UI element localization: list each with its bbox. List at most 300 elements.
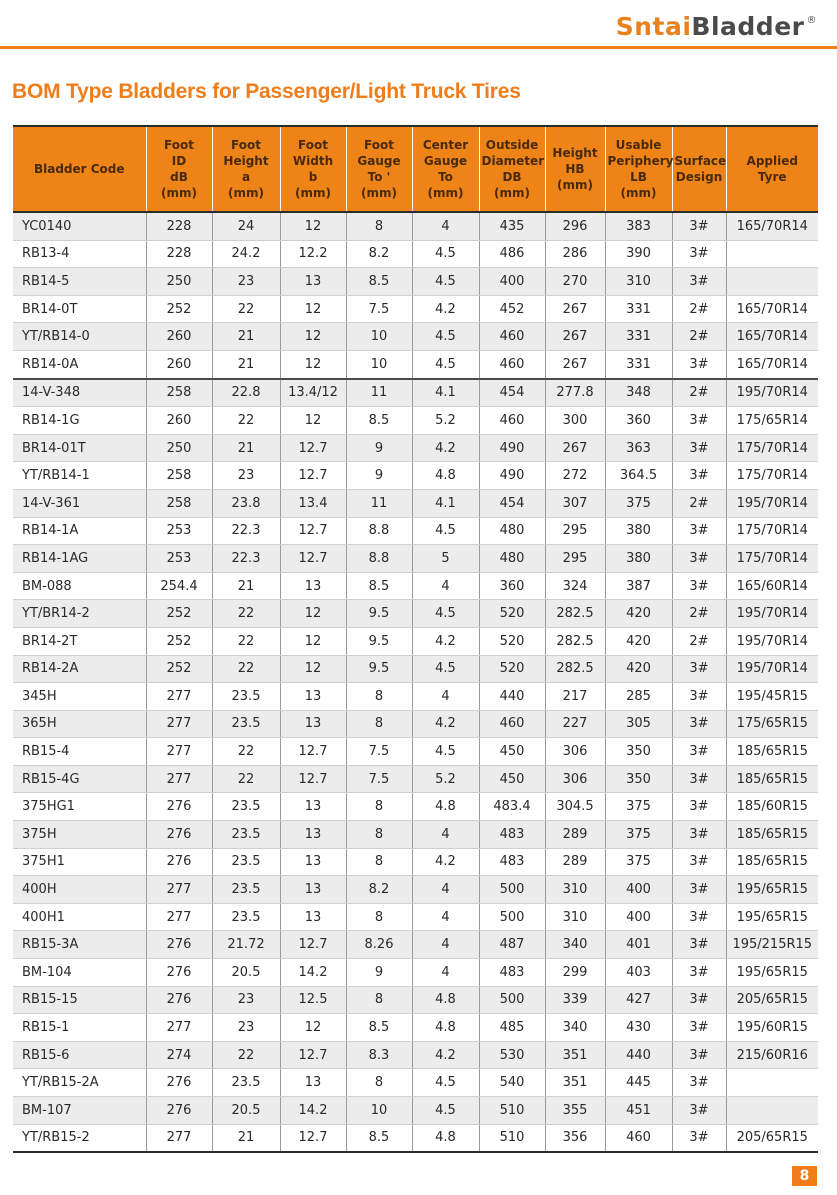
table-cell: 175/70R14 bbox=[726, 545, 818, 573]
table-cell: 276 bbox=[146, 1097, 212, 1125]
table-cell: 3# bbox=[672, 959, 726, 987]
table-cell: 12.7 bbox=[280, 1124, 346, 1152]
column-header-line: Bladder Code bbox=[33, 162, 125, 176]
bladder-code-cell: RB14-1G bbox=[13, 407, 146, 435]
table-cell: 8.2 bbox=[346, 876, 412, 904]
bladder-code-cell: 365H bbox=[13, 710, 146, 738]
table-cell: 4.2 bbox=[412, 627, 479, 655]
table-cell: 13 bbox=[280, 710, 346, 738]
table-cell: 520 bbox=[479, 627, 545, 655]
table-cell: 272 bbox=[545, 462, 605, 490]
column-header-line: Surface bbox=[674, 154, 727, 168]
table-row bbox=[13, 462, 818, 490]
table-cell: 420 bbox=[605, 655, 672, 683]
column-header-line: a bbox=[241, 170, 251, 184]
table-cell: 451 bbox=[605, 1097, 672, 1125]
table-cell: 460 bbox=[479, 350, 545, 378]
table-cell: 12.7 bbox=[280, 462, 346, 490]
table-cell: 195/70R14 bbox=[726, 627, 818, 655]
table-cell: 217 bbox=[545, 683, 605, 711]
bladder-spec-table-container bbox=[13, 125, 818, 1153]
table-cell: 195/70R14 bbox=[726, 600, 818, 628]
table-cell: 2# bbox=[672, 323, 726, 351]
table-row bbox=[13, 738, 818, 766]
column-header-line: To bbox=[438, 170, 453, 184]
table-cell: 500 bbox=[479, 986, 545, 1014]
table-cell: 3# bbox=[672, 545, 726, 573]
table-row bbox=[13, 600, 818, 628]
table-cell: 21 bbox=[212, 1124, 280, 1152]
table-cell: 10 bbox=[346, 350, 412, 378]
table-cell: 4.1 bbox=[412, 489, 479, 517]
table-cell: 8 bbox=[346, 212, 412, 240]
column-header-line: Usable bbox=[615, 138, 662, 152]
table-cell: 4 bbox=[412, 821, 479, 849]
bladder-code-cell: 375HG1 bbox=[13, 793, 146, 821]
table-cell: 12.7 bbox=[280, 738, 346, 766]
table-cell: 310 bbox=[545, 876, 605, 904]
table-cell: 5.2 bbox=[412, 765, 479, 793]
bladder-code-cell: YT/BR14-2 bbox=[13, 600, 146, 628]
table-row bbox=[13, 1124, 818, 1152]
table-cell: 195/70R14 bbox=[726, 489, 818, 517]
table-cell: 282.5 bbox=[545, 627, 605, 655]
bladder-code-cell: RB15-15 bbox=[13, 986, 146, 1014]
table-cell: 4.5 bbox=[412, 323, 479, 351]
table-cell: 5 bbox=[412, 545, 479, 573]
table-cell: 3# bbox=[672, 268, 726, 296]
table-cell: 2# bbox=[672, 379, 726, 407]
table-row bbox=[13, 323, 818, 351]
table-cell: 23.5 bbox=[212, 903, 280, 931]
table-cell: 3# bbox=[672, 407, 726, 435]
table-cell: 3# bbox=[672, 710, 726, 738]
table-cell: 3# bbox=[672, 738, 726, 766]
table-cell: 277 bbox=[146, 683, 212, 711]
table-cell: 351 bbox=[545, 1069, 605, 1097]
bladder-code-cell: YT/RB15-2A bbox=[13, 1069, 146, 1097]
table-cell: 165/70R14 bbox=[726, 350, 818, 378]
table-cell: 4.5 bbox=[412, 1097, 479, 1125]
bladder-code-cell: RB15-6 bbox=[13, 1041, 146, 1069]
column-header-line: Height bbox=[223, 154, 269, 168]
table-cell: 185/65R15 bbox=[726, 738, 818, 766]
table-cell: 22 bbox=[212, 655, 280, 683]
table-cell: 215/60R16 bbox=[726, 1041, 818, 1069]
table-cell: 267 bbox=[545, 434, 605, 462]
table-cell: 520 bbox=[479, 600, 545, 628]
table-cell: 400 bbox=[605, 903, 672, 931]
column-header-line: Gauge bbox=[357, 154, 401, 168]
table-row bbox=[13, 986, 818, 1014]
table-cell: 260 bbox=[146, 407, 212, 435]
column-header bbox=[545, 126, 605, 212]
table-cell: 486 bbox=[479, 240, 545, 268]
table-cell: 490 bbox=[479, 434, 545, 462]
table-cell: 450 bbox=[479, 738, 545, 766]
table-cell: 205/65R15 bbox=[726, 986, 818, 1014]
table-row bbox=[13, 903, 818, 931]
table-cell: 3# bbox=[672, 1014, 726, 1042]
column-header-line: (mm) bbox=[228, 186, 264, 200]
table-cell: 7.5 bbox=[346, 765, 412, 793]
table-cell: 195/65R15 bbox=[726, 959, 818, 987]
table-cell bbox=[726, 268, 818, 296]
table-cell: 277 bbox=[146, 765, 212, 793]
table-cell: 403 bbox=[605, 959, 672, 987]
table-cell: 20.5 bbox=[212, 959, 280, 987]
table-cell: 306 bbox=[545, 738, 605, 766]
table-cell: 435 bbox=[479, 212, 545, 240]
table-cell: 13 bbox=[280, 848, 346, 876]
table-cell: 252 bbox=[146, 627, 212, 655]
table-row bbox=[13, 240, 818, 268]
table-cell: 450 bbox=[479, 765, 545, 793]
table-cell: 348 bbox=[605, 379, 672, 407]
table-cell bbox=[726, 1097, 818, 1125]
table-cell: 250 bbox=[146, 434, 212, 462]
table-cell: 23.8 bbox=[212, 489, 280, 517]
table-header-row bbox=[13, 126, 818, 212]
table-cell: 4.5 bbox=[412, 350, 479, 378]
table-cell: 195/215R15 bbox=[726, 931, 818, 959]
table-cell: 21 bbox=[212, 323, 280, 351]
table-cell: 289 bbox=[545, 821, 605, 849]
table-cell: 14.2 bbox=[280, 1097, 346, 1125]
table-cell: 350 bbox=[605, 765, 672, 793]
table-cell: 267 bbox=[545, 295, 605, 323]
table-cell: 483.4 bbox=[479, 793, 545, 821]
table-cell: 8.8 bbox=[346, 545, 412, 573]
table-cell: 12.2 bbox=[280, 240, 346, 268]
table-cell: 3# bbox=[672, 1124, 726, 1152]
bladder-code-cell: BM-104 bbox=[13, 959, 146, 987]
table-cell: 485 bbox=[479, 1014, 545, 1042]
table-cell: 23.5 bbox=[212, 710, 280, 738]
table-cell: 277.8 bbox=[545, 379, 605, 407]
table-row bbox=[13, 627, 818, 655]
table-cell: 21 bbox=[212, 350, 280, 378]
table-cell: 12 bbox=[280, 1014, 346, 1042]
table-cell: 306 bbox=[545, 765, 605, 793]
bladder-code-cell: RB14-1A bbox=[13, 517, 146, 545]
table-cell: 4.2 bbox=[412, 710, 479, 738]
table-cell: 8.5 bbox=[346, 572, 412, 600]
table-cell: 363 bbox=[605, 434, 672, 462]
table-cell: 420 bbox=[605, 600, 672, 628]
table-cell: 277 bbox=[146, 1014, 212, 1042]
table-cell: 540 bbox=[479, 1069, 545, 1097]
table-cell: 364.5 bbox=[605, 462, 672, 490]
table-cell: 3# bbox=[672, 903, 726, 931]
table-cell: 9.5 bbox=[346, 600, 412, 628]
table-cell: 520 bbox=[479, 655, 545, 683]
header-divider bbox=[0, 46, 837, 49]
table-cell: 7.5 bbox=[346, 738, 412, 766]
table-cell: 8 bbox=[346, 903, 412, 931]
table-cell: 14.2 bbox=[280, 959, 346, 987]
table-cell: 383 bbox=[605, 212, 672, 240]
table-cell: 307 bbox=[545, 489, 605, 517]
bladder-code-cell: RB15-1 bbox=[13, 1014, 146, 1042]
table-cell: 277 bbox=[146, 876, 212, 904]
table-cell: 4.8 bbox=[412, 1014, 479, 1042]
table-cell: 296 bbox=[545, 212, 605, 240]
table-row bbox=[13, 212, 818, 240]
column-header-line: Outside bbox=[485, 138, 539, 152]
table-cell: 3# bbox=[672, 572, 726, 600]
column-header-line: Width bbox=[292, 154, 334, 168]
table-cell: 3# bbox=[672, 655, 726, 683]
table-cell: 21 bbox=[212, 434, 280, 462]
table-cell: 165/70R14 bbox=[726, 323, 818, 351]
table-cell: 4.5 bbox=[412, 240, 479, 268]
table-cell: 360 bbox=[479, 572, 545, 600]
table-cell: 356 bbox=[545, 1124, 605, 1152]
table-cell: 427 bbox=[605, 986, 672, 1014]
table-cell: 3# bbox=[672, 986, 726, 1014]
table-cell: 260 bbox=[146, 350, 212, 378]
table-cell: 460 bbox=[479, 710, 545, 738]
table-cell: 267 bbox=[545, 350, 605, 378]
table-cell: 282.5 bbox=[545, 600, 605, 628]
table-cell: 487 bbox=[479, 931, 545, 959]
table-cell: 8.5 bbox=[346, 1014, 412, 1042]
table-cell: 12.7 bbox=[280, 765, 346, 793]
table-row bbox=[13, 655, 818, 683]
column-header-line: (mm) bbox=[361, 186, 397, 200]
bladder-code-cell: 345H bbox=[13, 683, 146, 711]
table-cell: 401 bbox=[605, 931, 672, 959]
table-cell: 339 bbox=[545, 986, 605, 1014]
column-header-line: dB bbox=[170, 170, 188, 184]
table-cell: 430 bbox=[605, 1014, 672, 1042]
table-cell: 22 bbox=[212, 627, 280, 655]
table-cell: 228 bbox=[146, 212, 212, 240]
table-cell: 23.5 bbox=[212, 848, 280, 876]
column-header-line: Design bbox=[675, 170, 723, 184]
table-cell: 8 bbox=[346, 710, 412, 738]
table-cell: 276 bbox=[146, 821, 212, 849]
table-cell: 8 bbox=[346, 1069, 412, 1097]
table-cell: 324 bbox=[545, 572, 605, 600]
table-cell: 23 bbox=[212, 268, 280, 296]
table-cell: 4.5 bbox=[412, 655, 479, 683]
table-cell: 310 bbox=[545, 903, 605, 931]
table-cell: 4.2 bbox=[412, 295, 479, 323]
table-cell: 483 bbox=[479, 821, 545, 849]
column-header-line: (mm) bbox=[295, 186, 331, 200]
table-cell: 252 bbox=[146, 655, 212, 683]
table-cell: 276 bbox=[146, 986, 212, 1014]
column-header-line: DB bbox=[502, 170, 522, 184]
table-row bbox=[13, 350, 818, 378]
table-cell: 175/70R14 bbox=[726, 517, 818, 545]
table-row bbox=[13, 407, 818, 435]
table-cell: 23 bbox=[212, 986, 280, 1014]
table-cell: 8.5 bbox=[346, 1124, 412, 1152]
table-cell: 276 bbox=[146, 793, 212, 821]
table-cell: 375 bbox=[605, 489, 672, 517]
table-cell: 24 bbox=[212, 212, 280, 240]
brand-logo-part1: Sntai bbox=[615, 12, 692, 41]
table-cell: 400 bbox=[605, 876, 672, 904]
table-cell: 258 bbox=[146, 462, 212, 490]
table-cell: 500 bbox=[479, 903, 545, 931]
table-cell: 227 bbox=[545, 710, 605, 738]
table-cell: 185/65R15 bbox=[726, 848, 818, 876]
table-cell: 3# bbox=[672, 434, 726, 462]
table-cell bbox=[726, 240, 818, 268]
table-cell: 289 bbox=[545, 848, 605, 876]
table-cell: 454 bbox=[479, 379, 545, 407]
table-cell: 277 bbox=[146, 738, 212, 766]
table-cell: 12 bbox=[280, 407, 346, 435]
table-cell: 274 bbox=[146, 1041, 212, 1069]
table-row bbox=[13, 572, 818, 600]
bladder-code-cell: RB14-0A bbox=[13, 350, 146, 378]
bladder-code-cell: YT/RB14-0 bbox=[13, 323, 146, 351]
table-row bbox=[13, 1097, 818, 1125]
table-cell: 4.2 bbox=[412, 434, 479, 462]
page-number: 8 bbox=[792, 1166, 817, 1186]
bladder-code-cell: BM-107 bbox=[13, 1097, 146, 1125]
table-cell: 3# bbox=[672, 876, 726, 904]
table-cell: 285 bbox=[605, 683, 672, 711]
table-row bbox=[13, 683, 818, 711]
brand-logo-part2: Bladder bbox=[691, 12, 805, 41]
table-cell: 3# bbox=[672, 240, 726, 268]
table-cell: 480 bbox=[479, 517, 545, 545]
table-cell: 310 bbox=[605, 268, 672, 296]
column-header bbox=[726, 126, 818, 212]
column-header-line: Applied bbox=[746, 154, 798, 168]
table-cell: 440 bbox=[479, 683, 545, 711]
bladder-code-cell: RB15-4 bbox=[13, 738, 146, 766]
column-header-line: (mm) bbox=[161, 186, 197, 200]
table-cell: 299 bbox=[545, 959, 605, 987]
table-row bbox=[13, 710, 818, 738]
table-cell: 13 bbox=[280, 793, 346, 821]
table-cell: 4.1 bbox=[412, 379, 479, 407]
table-cell: 22 bbox=[212, 600, 280, 628]
table-cell: 375 bbox=[605, 821, 672, 849]
bladder-code-cell: 375H1 bbox=[13, 848, 146, 876]
table-cell: 2# bbox=[672, 489, 726, 517]
table-cell: 350 bbox=[605, 738, 672, 766]
table-cell: 9 bbox=[346, 434, 412, 462]
table-cell: 375 bbox=[605, 793, 672, 821]
table-cell: 8 bbox=[346, 793, 412, 821]
column-header-line: (mm) bbox=[557, 178, 593, 192]
table-cell: 23.5 bbox=[212, 876, 280, 904]
column-header-line: Height bbox=[552, 146, 598, 160]
table-cell: 8.5 bbox=[346, 268, 412, 296]
table-row bbox=[13, 931, 818, 959]
column-header bbox=[13, 126, 146, 212]
table-cell: 24.2 bbox=[212, 240, 280, 268]
table-cell: 195/70R14 bbox=[726, 379, 818, 407]
table-cell: 9 bbox=[346, 959, 412, 987]
table-cell: 3# bbox=[672, 462, 726, 490]
column-header bbox=[412, 126, 479, 212]
table-cell: 165/70R14 bbox=[726, 212, 818, 240]
table-cell: 12 bbox=[280, 350, 346, 378]
table-cell: 4.8 bbox=[412, 793, 479, 821]
table-cell: 340 bbox=[545, 931, 605, 959]
table-cell: 4.5 bbox=[412, 268, 479, 296]
table-cell: 4 bbox=[412, 572, 479, 600]
table-cell: 4.5 bbox=[412, 600, 479, 628]
table-cell: 185/60R15 bbox=[726, 793, 818, 821]
table-cell: 23.5 bbox=[212, 821, 280, 849]
column-header bbox=[346, 126, 412, 212]
table-cell: 22 bbox=[212, 765, 280, 793]
column-header-line: ID bbox=[171, 154, 187, 168]
bladder-code-cell: YT/RB14-1 bbox=[13, 462, 146, 490]
bladder-code-cell: RB13-4 bbox=[13, 240, 146, 268]
table-cell: 12.5 bbox=[280, 986, 346, 1014]
table-cell: 282.5 bbox=[545, 655, 605, 683]
table-cell: 195/65R15 bbox=[726, 903, 818, 931]
table-cell: 387 bbox=[605, 572, 672, 600]
table-cell: 3# bbox=[672, 350, 726, 378]
bladder-code-cell: YC0140 bbox=[13, 212, 146, 240]
table-row bbox=[13, 1014, 818, 1042]
table-cell: 4 bbox=[412, 683, 479, 711]
table-cell: 252 bbox=[146, 600, 212, 628]
table-cell: 10 bbox=[346, 1097, 412, 1125]
table-cell: 340 bbox=[545, 1014, 605, 1042]
table-cell: 23 bbox=[212, 1014, 280, 1042]
table-cell: 12 bbox=[280, 295, 346, 323]
column-header bbox=[672, 126, 726, 212]
table-cell: 252 bbox=[146, 295, 212, 323]
bladder-code-cell: BR14-2T bbox=[13, 627, 146, 655]
table-cell: 295 bbox=[545, 517, 605, 545]
table-row bbox=[13, 517, 818, 545]
table-cell: 12.7 bbox=[280, 434, 346, 462]
table-cell: 9 bbox=[346, 462, 412, 490]
table-cell: 185/65R15 bbox=[726, 765, 818, 793]
table-cell: 3# bbox=[672, 765, 726, 793]
column-header-line: (mm) bbox=[427, 186, 464, 200]
table-cell: 277 bbox=[146, 1124, 212, 1152]
table-cell: 8.3 bbox=[346, 1041, 412, 1069]
table-cell: 351 bbox=[545, 1041, 605, 1069]
table-cell: 13 bbox=[280, 876, 346, 904]
bladder-code-cell: 14-V-361 bbox=[13, 489, 146, 517]
table-cell: 3# bbox=[672, 683, 726, 711]
table-cell: 4.8 bbox=[412, 986, 479, 1014]
table-cell: 3# bbox=[672, 848, 726, 876]
table-cell: 3# bbox=[672, 212, 726, 240]
table-cell: 175/65R14 bbox=[726, 407, 818, 435]
table-cell: 175/70R14 bbox=[726, 434, 818, 462]
table-cell: 276 bbox=[146, 1069, 212, 1097]
table-cell: 4.5 bbox=[412, 1069, 479, 1097]
table-cell: 4.2 bbox=[412, 848, 479, 876]
table-cell: 286 bbox=[545, 240, 605, 268]
table-cell: 23.5 bbox=[212, 793, 280, 821]
table-cell: 165/70R14 bbox=[726, 295, 818, 323]
bladder-code-cell: 400H bbox=[13, 876, 146, 904]
table-cell: 205/65R15 bbox=[726, 1124, 818, 1152]
bladder-code-cell: RB14-2A bbox=[13, 655, 146, 683]
table-cell: 250 bbox=[146, 268, 212, 296]
table-cell: 8.5 bbox=[346, 407, 412, 435]
bladder-code-cell: RB14-1AG bbox=[13, 545, 146, 573]
